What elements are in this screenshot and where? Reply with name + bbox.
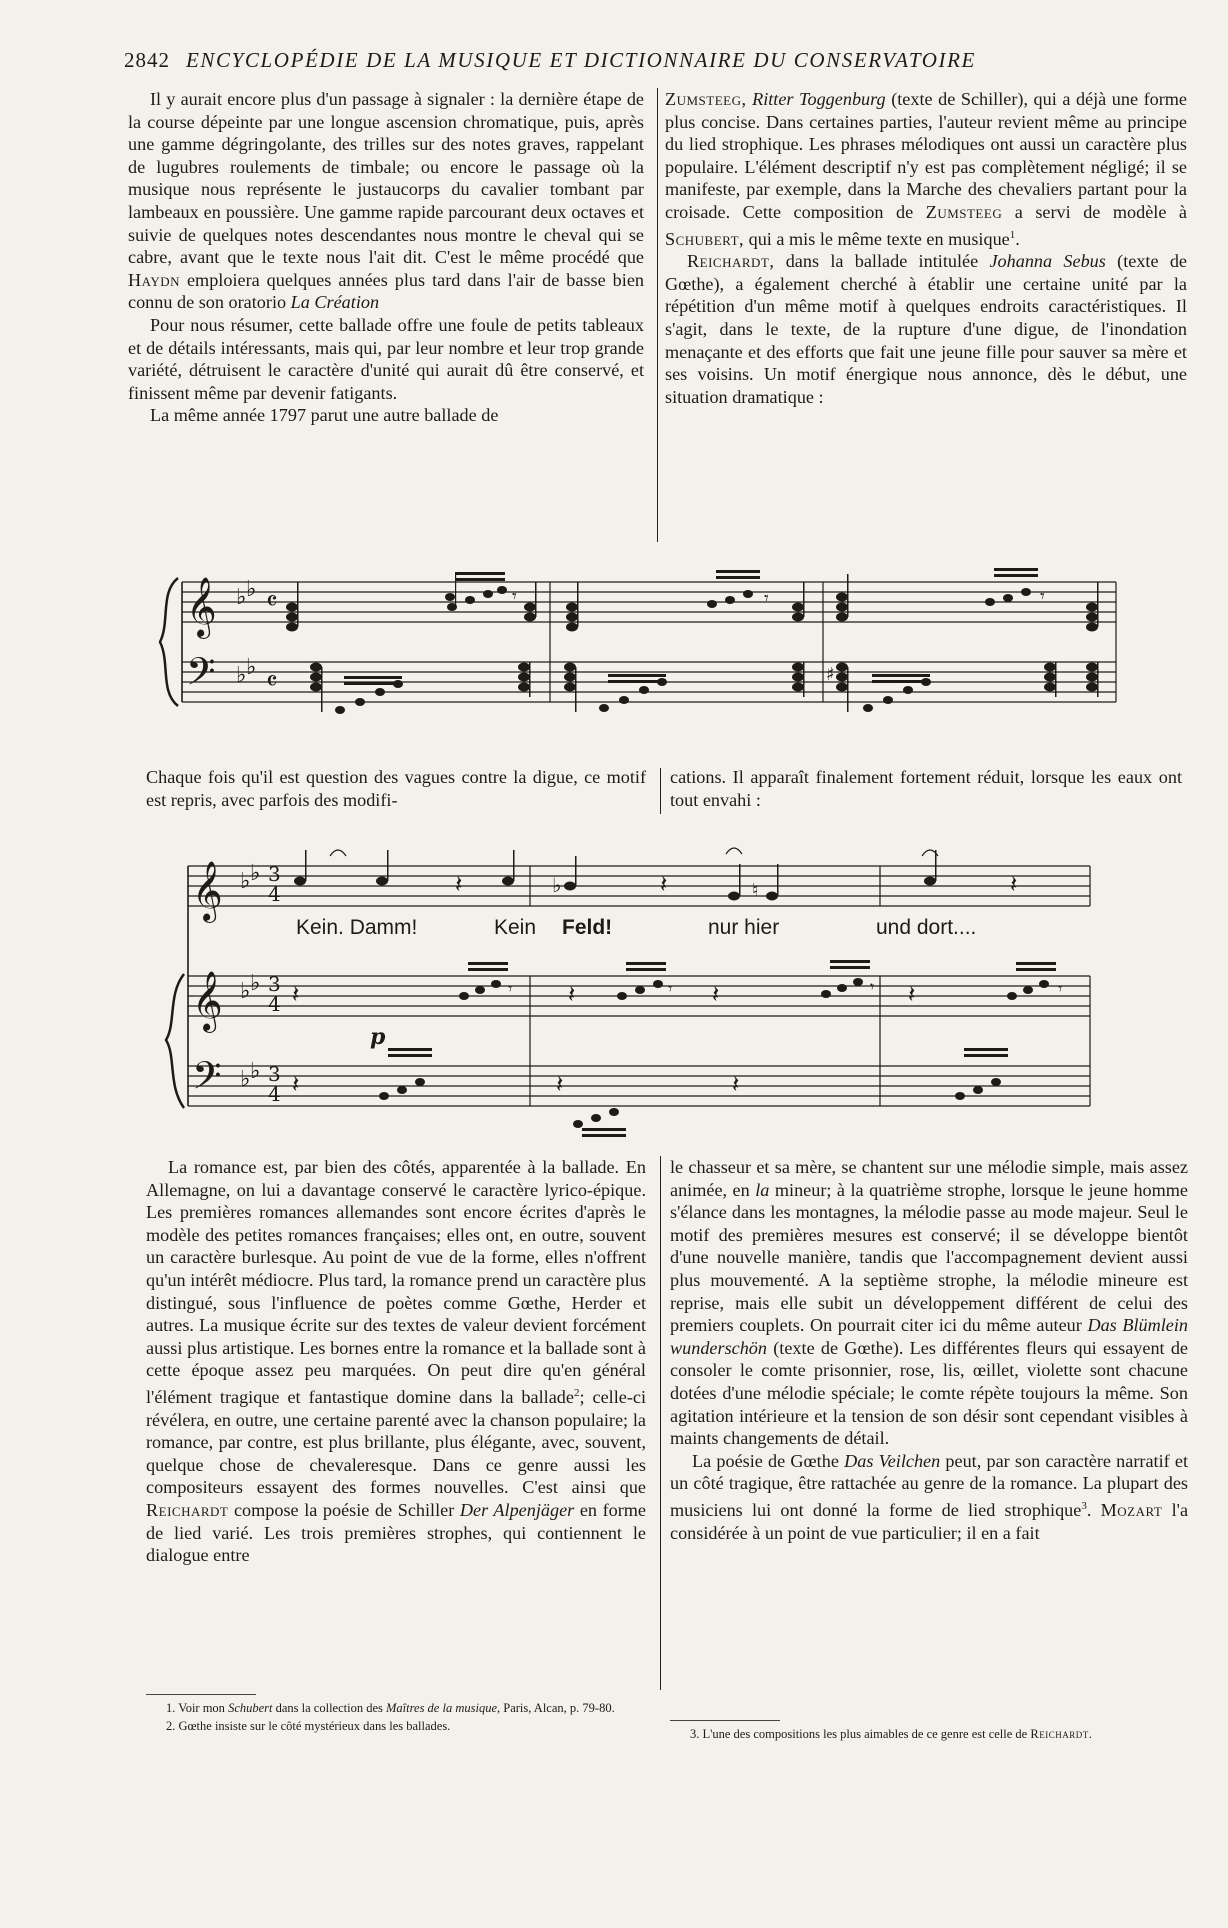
footnotes-right [670,1726,1182,1744]
column-divider [660,768,661,814]
svg-text:𝄴: 𝄴 [266,667,278,697]
svg-text:♭: ♭ [552,873,562,897]
right-column-bottom [670,1156,1188,1544]
svg-text:𝄾: 𝄾 [668,979,673,998]
svg-text:𝄞: 𝄞 [186,577,217,637]
svg-text:♭: ♭ [246,577,257,602]
footnote-1: 1. Voir mon Schubert dans la collection des Maîtres de la musique, Paris, Alcan, p. 79-80. [166,1701,615,1715]
paragraph: Zumsteeg, Ritter Toggenburg (texte de Schiller), qui a déjà une forme plus concise. Dans certaines parties, l'auteur revient même au principe du lied strophique. Les phrases mélodiques ont aussi un caractère plus populaire. L'élément descriptif n'y est pas complètement négligé; il se manifeste, par exemple, dans la Marche des chevaliers partant pour la croisade. Cette composition de Zumsteeg a servi de modèle à Schubert, qui a mis le même texte en musique$^1$. [665,89,1188,249]
svg-text:𝄽: 𝄽 [660,870,668,898]
svg-text:𝄴: 𝄴 [266,587,278,617]
svg-text:𝄞: 𝄞 [192,971,223,1031]
svg-text:♭: ♭ [250,861,261,886]
svg-text:𝄽: 𝄽 [455,870,463,898]
svg-text:♭: ♭ [236,663,247,688]
column-divider [657,88,658,542]
column-divider [660,1156,661,1690]
dynamic-marking: p [370,1024,386,1050]
svg-text:♭: ♭ [240,1067,251,1092]
svg-text:♭: ♭ [240,979,251,1004]
svg-text:3: 3 [268,862,281,886]
svg-text:𝄾: 𝄾 [1058,979,1063,998]
svg-text:♭: ♭ [250,971,261,996]
svg-text:𝄽: 𝄽 [712,980,720,1008]
page-number: 2842 [124,48,170,72]
middle-right-text [670,766,1182,811]
svg-text:4: 4 [268,1082,281,1106]
footnote-rule [670,1720,780,1721]
footnote-2: 2. Gœthe insiste sur le côté mystérieux dans les ballades. [166,1719,451,1733]
lyric-5: und dort.... [876,916,977,939]
svg-text:♭: ♭ [250,1059,261,1084]
svg-text:𝄞: 𝄞 [192,861,223,921]
right-column-top [665,88,1187,408]
svg-text:♭: ♭ [236,585,247,610]
paragraph: cations. Il apparaît finalement fortement réduit, lorsque les eaux ont tout envahi : [670,767,1182,810]
middle-left-text [146,766,646,811]
music-example-1 [0,552,1228,752]
svg-text:𝄾: 𝄾 [870,977,875,996]
svg-text:𝄢: 𝄢 [192,1053,222,1107]
svg-text:4: 4 [268,882,281,906]
svg-text:3: 3 [268,1062,281,1086]
svg-text:♮: ♮ [752,880,759,901]
paragraph: Il y aurait encore plus d'un passage à signaler : la dernière étape de la course dépeinte par une longue ascension chromatique, puis, après une gamme dégringolante, des trilles sur des notes graves, rappelant de lugubres roulements de timbale; ou encore le passage où la musique nous représente le justaucorps du cavalier tombant par lambeaux en poussière. Une gamme rapide parcourant deux octaves et suivie de quelques notes descendantes nous montre le cheval qui se cabre, avant que le texte nous l'ait dit. C'est le même procédé que Haydn emploiera quelques années plus tard dans l'air de basse bien connu de son oratorio La Création [128,89,644,313]
lyric-4: nur hier [708,916,780,939]
svg-text:𝄽: 𝄽 [292,1070,300,1098]
svg-text:♭: ♭ [240,869,251,894]
svg-text:𝄽: 𝄽 [732,1070,740,1098]
paragraph: La même année 1797 parut une autre ballade de [150,405,499,426]
left-column-top [128,88,644,427]
svg-text:𝄽: 𝄽 [1010,870,1018,898]
paragraph: Chaque fois qu'il est question des vagues contre la digue, ce motif est repris, avec parfois des modifi- [146,767,646,810]
svg-text:𝄾: 𝄾 [1040,586,1045,607]
svg-text:♯: ♯ [826,664,835,685]
svg-text:𝄾: 𝄾 [508,979,513,998]
footnote-rule [146,1694,256,1695]
footnote-3: 3. L'une des compositions les plus aimables de ce genre est celle de Reichardt. [690,1727,1093,1741]
svg-text:𝄽: 𝄽 [556,1070,564,1098]
svg-text:𝄽: 𝄽 [292,980,300,1008]
running-title: ENCYCLOPÉDIE DE LA MUSIQUE ET DICTIONNAIRE DU CONSERVATOIRE [186,48,976,72]
lyric-2: Kein [494,916,537,939]
paragraph: Pour nous résumer, cette ballade offre une foule de petits tableaux et de détails intéressants, mais qui, par leur nombre et leur trop grande variété, détruisent le caractère d'unité qui aurait dû être conservé, et finissent même par devenir fatigants. [128,314,644,403]
paragraph: La poésie de Gœthe Das Veilchen peut, par son caractère narratif et un côté tragique, être rattachée au genre de la romance. La plupart des musiciens lui ont donné la forme de lied strophique$^3$. Mozart l'a considérée à un point de vue particulier; il en a fait [670,1450,1189,1543]
footnotes-left [146,1700,646,1736]
svg-text:♭: ♭ [246,655,257,680]
svg-text:𝄽: 𝄽 [568,980,576,1008]
paragraph: Reichardt, dans la ballade intitulée Johanna Sebus (texte de Gœthe), a également cherché à établir une certaine unité par la répétition d'un même motif à quelques endroits caractéristiques. Il s'agit, dans le texte, de la rupture d'une digue, de l'inondation menaçante et des efforts que fait une jeune fille pour sauver sa mère et ses voisins. Un motif énergique nous annonce, dès le début, une situation dramatique : [665,251,1188,407]
svg-text:4: 4 [268,992,281,1016]
paragraph: La romance est, par bien des côtés, apparentée à la ballade. En Allemagne, on lui a davantage conservé le caractère lyrico-épique. Les premières romances allemandes sont encore écrites d'après le modèle des petites romances françaises; elles ont, en outre, souvent un caractère burlesque. Au point de vue de la forme, elles n'offrent qu'un intérêt médiocre. Plus tard, la romance prend un caractère plus distingué, sous l'influence de poètes comme Gœthe, Herder et autres. La musique écrite sur des textes de valeur devient forcément aussi plus artistique. Les bornes entre la romance et la ballade sont à cette époque assez peu marquées. On peut dire qu'en général l'élément tragique et fantastique domine dans la ballade$^2$; celle-ci révélera, en outre, une certaine parenté avec la chanson populaire; la romance, par contre, est plus brillante, plus élégante, avec, souvent, quelque chose de chevaleresque. Dans ce genre aussi les compositeurs essayent des formes nouvelles. C'est ainsi que Reichardt compose la poésie de Schiller Der Alpenjäger en forme de lied varié. Les trois premières strophes, qui contiennent le dialogue entre [146,1157,647,1566]
lyric-3: Feld! [562,916,613,939]
svg-text:𝄾: 𝄾 [512,586,517,607]
svg-text:𝄾: 𝄾 [764,588,769,609]
svg-text:𝄢: 𝄢 [186,649,216,703]
music-example-2 [0,834,1228,1144]
paragraph: le chasseur et sa mère, se chantent sur une mélodie simple, mais assez animée, en la mineur; à la quatrième strophe, lorsque le jeune homme s'élance dans les montagnes, la mélodie passe au mode majeur. Seul le motif des premières mesures est conservé; il se développe bientôt d'une nouvelle manière, tandis que l'accompagnement devient aussi plus mouvementé. A la septième strophe, la mélodie mineure est reprise, mais elle subit un développement différent de celui des premiers couplets. On pourrait citer ici du même auteur Das Blümlein wunderschön (texte de Gœthe). Les différentes fleurs qui essayent de consoler le comte prisonnier, rose, lis, œillet, violette sont chacune dotées d'une mélodie spéciale; le comte répète toujours la même. Son agitation intérieure et la tension de son désir sont cependant visibles à maints changements de détail. [670,1157,1189,1449]
left-column-bottom [146,1156,646,1567]
running-header [124,48,1174,73]
svg-text:3: 3 [268,972,281,996]
svg-text:𝄽: 𝄽 [908,980,916,1008]
lyric-1: Kein. Damm! [296,916,418,939]
